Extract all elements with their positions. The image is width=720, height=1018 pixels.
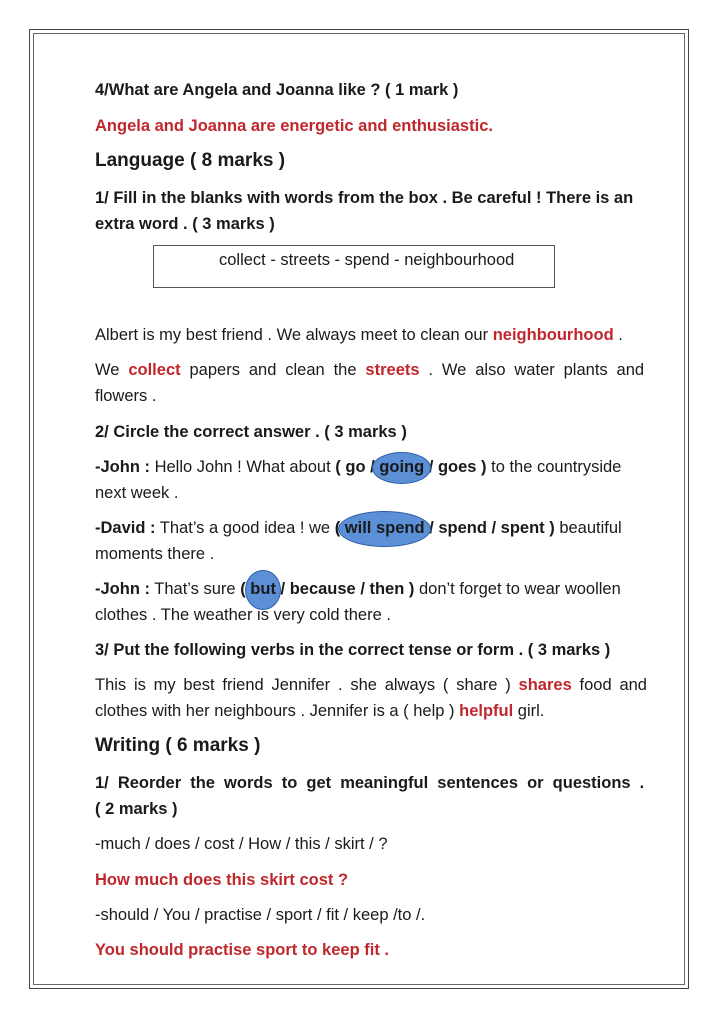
dialogue-text: Hello John ! What about (150, 458, 336, 476)
dialogue-line-1 (95, 454, 651, 480)
verb-answer-shares: shares (518, 676, 572, 694)
fill-blanks-instruction-1: 1/ Fill in the blanks with words from the box . Be careful ! There is an (95, 189, 634, 207)
dialogue-line-3 (95, 576, 651, 602)
choice-close: / because / then ) (275, 580, 415, 598)
dialogue-text: That’s a good idea ! we (155, 519, 335, 537)
fill-blanks-instruction-2: extra word . ( 3 marks ) (95, 215, 275, 233)
fill-answer-streets: streets (365, 361, 420, 379)
verbs-text: girl. (513, 702, 545, 720)
dialogue-line-2-cont: moments there . (95, 545, 215, 563)
fill-text: . We also water plants and (419, 361, 645, 379)
dialogue-text: That’s sure (150, 580, 241, 598)
word-box (153, 245, 555, 288)
dialogue-line-3-cont: clothes . The weather is very cold there . (95, 606, 391, 624)
reorder-instruction-2: ( 2 marks ) (95, 800, 178, 818)
dialogue-text: to the countryside (486, 458, 622, 476)
writing-heading: Writing ( 6 marks ) (95, 735, 261, 756)
verbs-text: food and (571, 676, 647, 694)
circled-answer-will-spend: will spend (345, 515, 425, 541)
choice-open: ( (334, 519, 345, 537)
circled-answer-but: but (250, 576, 276, 602)
circled-answer-going: going (379, 454, 424, 480)
fill-text: . (613, 326, 623, 344)
reorder-instruction-1: 1/ Reorder the words to get meaningful sentences or questions . (95, 774, 645, 792)
verbs-text: This is my best friend Jennifer . she always ( share ) (95, 676, 519, 694)
choice-open: ( (240, 580, 251, 598)
circle-instruction: 2/ Circle the correct answer . ( 3 marks ) (95, 423, 407, 441)
dialogue-line-1-cont: next week . (95, 484, 179, 502)
fill-paragraph-line-2 (95, 357, 651, 383)
choice-close: / spend / spent ) (424, 519, 555, 537)
choice-close: / goes ) (424, 458, 487, 476)
answer-4: Angela and Joanna are energetic and enthusiastic. (95, 117, 493, 135)
choice-open: ( go / (335, 458, 380, 476)
speaker-john: -John : (95, 458, 150, 476)
verb-answer-helpful: helpful (459, 702, 514, 720)
reorder-answer-2: You should practise sport to keep fit . (95, 941, 389, 959)
fill-paragraph-line-1 (95, 322, 651, 348)
word-box-text: collect - streets - spend - neighbourhood (219, 251, 515, 269)
reorder-question-1: -much / does / cost / How / this / skirt / ? (95, 835, 388, 853)
dialogue-line-2 (95, 515, 651, 541)
language-heading: Language ( 8 marks ) (95, 150, 286, 171)
reorder-answer-1: How much does this skirt cost ? (95, 871, 349, 889)
fill-text: We (95, 361, 129, 379)
verbs-text: clothes with her neighbours . Jennifer is a ( help ) (95, 702, 460, 720)
question-4: 4/What are Angela and Joanna like ? ( 1 mark ) (95, 81, 459, 99)
verbs-line-2 (95, 698, 651, 724)
fill-paragraph-line-3: flowers . (95, 387, 157, 405)
fill-answer-collect: collect (128, 361, 181, 379)
dialogue-text: beautiful (554, 519, 622, 537)
dialogue-text: don’t forget to wear woollen (414, 580, 621, 598)
fill-answer-neighbourhood: neighbourhood (492, 326, 614, 344)
verbs-instruction: 3/ Put the following verbs in the correct tense or form . ( 3 marks ) (95, 641, 611, 659)
reorder-question-2: -should / You / practise / sport / fit / keep /to /. (95, 906, 426, 924)
speaker-david: -David : (95, 519, 156, 537)
verbs-line-1 (95, 672, 651, 698)
fill-text: papers and clean the (180, 361, 366, 379)
speaker-john: -John : (95, 580, 150, 598)
fill-text: Albert is my best friend . We always meet to clean our (95, 326, 493, 344)
